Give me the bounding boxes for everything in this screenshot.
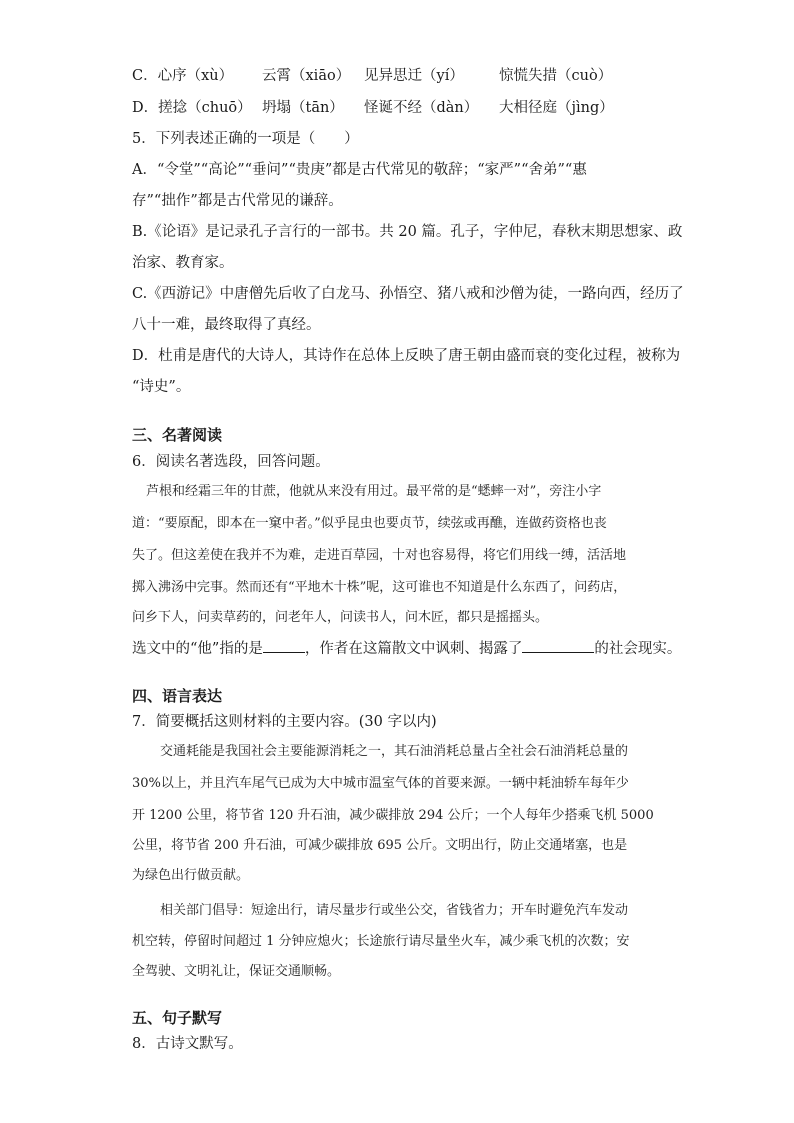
- q5-option-d-line1: D．杜甫是唐代的大诗人，其诗作在总体上反映了唐王朝由盛而衰的变化过程，被称为: [132, 348, 681, 364]
- q6-passage-line: 失了。但这差使在我并不为难，走进百草园，十对也容易得，将它们用线一缚，活活地: [132, 548, 627, 563]
- q7-material-line: 交通耗能是我国社会主要能源消耗之一，其石油消耗总量占全社会石油消耗总量的: [160, 744, 629, 759]
- q5-option-b-line1: B.《论语》是记录孔子言行的一部书。共 20 篇。孔子，字仲尼，春秋末期思想家、政: [132, 224, 683, 240]
- q5-option-a-line1: A．“令堂”“高论”“垂问”“贵庚”都是古代常见的敬辞；“家严”“舍弟”“惠: [132, 162, 587, 178]
- section-3-heading: 三、名著阅读: [132, 426, 223, 444]
- q5-stem: 5．下列表述正确的一项是（ ）: [132, 131, 359, 147]
- q4-option-c-3: 见异思迁（yí）: [364, 68, 464, 84]
- q6-prefix: 选文中的“他”指的是: [132, 641, 263, 657]
- q6-passage-line: 芦根和经霜三年的甘蔗，他就从来没有用过。最平常的是“蟋蟀一对”，旁注小字: [146, 484, 602, 499]
- q5-option-c-line1: C.《西游记》中唐僧先后收了白龙马、孙悟空、猪八戒和沙僧为徒，一路向西，经历了: [132, 286, 684, 302]
- q4-option-d-4: 大相径庭（jìng）: [499, 100, 614, 116]
- q7-material-line: 30%以上，并且汽车尾气已成为大中城市温室气体的首要来源。一辆中耗油轿车每年少: [132, 776, 629, 791]
- q5-option-c-line2: 八十一难，最终取得了真经。: [132, 317, 321, 333]
- q6-passage-line: 问乡下人，问卖草药的，问老年人，问读书人，问木匠，都只是摇摇头。: [132, 610, 549, 625]
- q6-passage-line: 道：“要原配，即本在一窠中者。”似乎昆虫也要贞节，续弦或再醮，连做药资格也丧: [132, 516, 607, 531]
- q5-option-d-line2: “诗史”。: [132, 379, 191, 395]
- q6-fill-line: [132, 638, 681, 659]
- q4-option-d-2: 坍塌（tān）: [262, 100, 344, 116]
- q7-material-line: 为绿色出行做贡献。: [132, 868, 250, 883]
- q4-option-c-4: 惊慌失措（cuò）: [499, 68, 613, 84]
- q6-suffix: 的社会现实。: [594, 641, 682, 657]
- q6-middle: ，作者在这篇散文中讽刺、揭露了: [304, 641, 523, 657]
- q6-blank-2[interactable]: [522, 638, 594, 653]
- q5-option-b-line2: 治家、教育家。: [132, 255, 234, 271]
- q4-option-c-2: 云霄（xiāo）: [262, 68, 351, 84]
- q7-stem: 7．简要概括这则材料的主要内容。(30 字以内): [132, 714, 437, 730]
- q7-material-line: 开 1200 公里，将节省 120 升石油，减少碳排放 294 公斤；一个人每年少搭乘飞机 5000: [132, 808, 654, 823]
- section-4-heading: 四、语言表达: [132, 687, 223, 705]
- section-5-heading: 五、句子默写: [132, 1009, 223, 1027]
- q4-option-d-1: D．搓捻（chuō）: [132, 100, 252, 116]
- q4-option-d-3: 怪诞不经（dàn）: [364, 100, 479, 116]
- q8-stem: 8．古诗文默写。: [132, 1036, 243, 1052]
- q4-option-c-1: C．心序（xù）: [132, 68, 234, 84]
- q6-passage-line: 掷入沸汤中完事。然而还有“平地木十株”呢，这可谁也不知道是什么东西了，问药店，: [132, 580, 627, 595]
- q7-material-line: 公里，将节省 200 升石油，可减少碳排放 695 公斤。文明出行，防止交通堵塞，也是: [132, 838, 628, 853]
- q7-material-line: 机空转，停留时间超过 1 分钟应熄火；长途旅行请尽量坐火车，减少乘飞机的次数；安: [132, 934, 630, 949]
- q6-blank-1[interactable]: [263, 638, 305, 653]
- q6-stem: 6．阅读名著选段，回答问题。: [132, 454, 330, 470]
- q7-material-line: 相关部门倡导：短途出行，请尽量步行或坐公交，省钱省力；开车时避免汽车发动: [160, 903, 629, 918]
- q7-material-line: 全驾驶、文明礼让，保证交通顺畅。: [132, 964, 341, 979]
- q5-option-a-line2: 存”“拙作”都是古代常见的谦辞。: [132, 193, 343, 209]
